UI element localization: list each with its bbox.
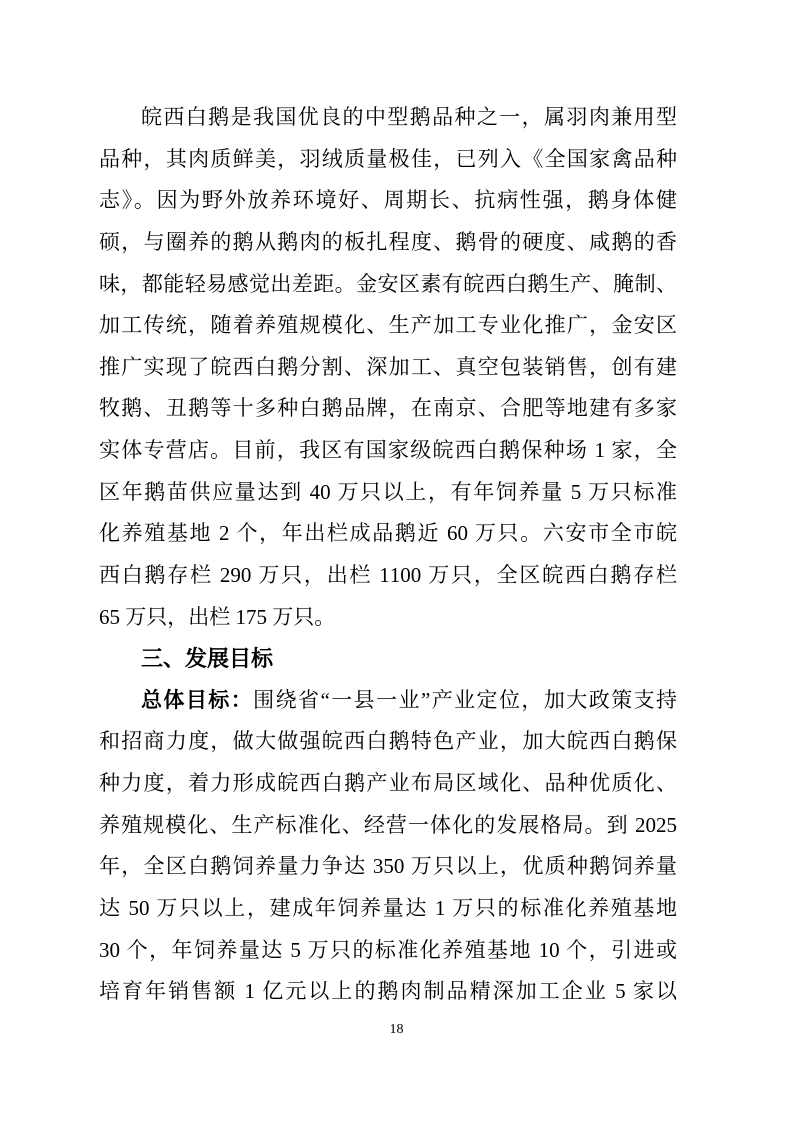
page-number: 18 [389,1022,404,1037]
paragraph-line: 化养殖基地 2 个，年出栏成品鹅近 60 万只。六安市全市皖 [99,521,677,546]
paragraph-line: 达 50 万只以上，建成年饲养量达 1 万只的标准化养殖基地 [99,895,677,920]
paragraph-line: 区年鹅苗供应量达到 40 万只以上，有年饲养量 5 万只标准 [99,479,677,504]
paragraph-line: 年，全区白鹅饲养量力争达 350 万只以上，优质种鹅饲养量 [99,854,677,879]
paragraph-line-text: 围绕省“一县一业”产业定位，加大政策支持 [253,687,677,712]
paragraph-line: 西白鹅存栏 290 万只，出栏 1100 万只，全区皖西白鹅存栏 [99,562,677,587]
paragraph-line: 实体专营店。目前，我区有国家级皖西白鹅保种场 1 家，全 [99,438,677,462]
paragraph-line: 味，都能轻易感觉出差距。金安区素有皖西白鹅生产、腌制、 [99,271,677,296]
paragraph-line: 30 个，年饲养量达 5 万只的标准化养殖基地 10 个，引进或 [99,937,677,962]
paragraph-line: 硕，与圈养的鹅从鹅肉的板扎程度、鹅骨的硬度、咸鹅的香 [99,229,677,254]
paragraph-line: 养殖规模化、生产标准化、经营一体化的发展格局。到 2025 [99,812,677,837]
paragraph-line: 加工传统，随着养殖规模化、生产加工专业化推广，金安区 [99,313,677,338]
paragraph-line: 品种，其肉质鲜美，羽绒质量极佳，已列入《全国家禽品种 [99,146,677,171]
paragraph-line: 65 万只，出栏 175 万只。 [99,604,336,629]
document-body [99,97,677,1013]
section-heading: 三、发展目标 [141,646,274,672]
paragraph-line: 推广实现了皖西白鹅分割、深加工、真空包装销售，创有建 [99,354,677,379]
paragraph-line: 志》。因为野外放养环境好、周期长、抗病性强，鹅身体健 [99,188,677,213]
paragraph-line: 培育年销售额 1 亿元以上的鹅肉制品精深加工企业 5 家以 [99,979,677,1004]
paragraph-line [99,680,677,722]
paragraph-lead-label: 总体目标： [141,687,254,712]
paragraph-line: 和招商力度，做大做强皖西白鹅特色产业，加大皖西白鹅保 [99,729,677,754]
paragraph-line: 皖西白鹅是我国优良的中型鹅品种之一，属羽肉兼用型 [141,105,677,129]
paragraph-line: 牧鹅、丑鹅等十多种白鹅品牌，在南京、合肥等地建有多家 [99,396,677,421]
paragraph-line: 种力度，着力形成皖西白鹅产业布局区域化、品种优质化、 [99,771,677,795]
